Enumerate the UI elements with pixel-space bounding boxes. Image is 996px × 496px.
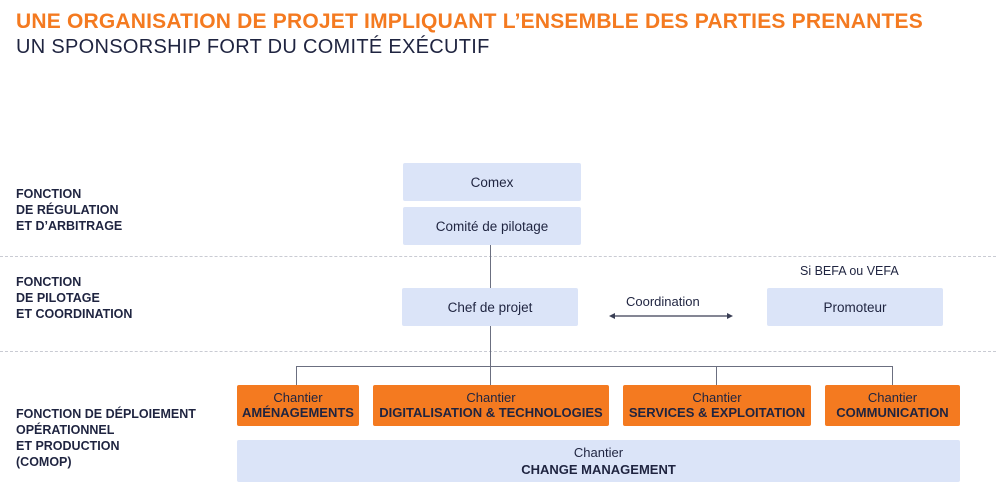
chantier-prefix: Chantier (692, 390, 742, 405)
function-label-line: DE PILOTAGE (16, 291, 100, 305)
function-label-line: DE RÉGULATION (16, 203, 119, 217)
chef-projet-box (402, 288, 578, 326)
page-subtitle: UN SPONSORSHIP FORT DU COMITÉ EXÉCUTIF (16, 36, 490, 58)
function-label-deploiement (16, 406, 216, 470)
chef-projet-label: Chef de projet (447, 299, 533, 315)
chantier-amenagements (237, 385, 359, 426)
function-label-pilotage (16, 274, 216, 322)
chantier-prefix: Chantier (273, 390, 323, 405)
connector-chef-chantiers (490, 326, 491, 366)
chantier-name: COMMUNICATION (836, 405, 949, 420)
section-divider (0, 256, 996, 257)
function-label-line: OPÉRATIONNEL (16, 423, 115, 437)
chantier-name: SERVICES & EXPLOITATION (628, 405, 806, 420)
function-label-regulation (16, 186, 216, 234)
promoteur-note: Si BEFA ou VEFA (800, 264, 899, 278)
function-label-line: ET COORDINATION (16, 307, 133, 321)
chantier-prefix: Chantier (466, 390, 516, 405)
promoteur-box (767, 288, 943, 326)
connector-chantiers-bus (296, 366, 893, 367)
comex-label: Comex (470, 174, 514, 190)
function-label-line: FONCTION (16, 275, 82, 289)
chantier-prefix: Chantier (573, 444, 624, 460)
connector-chantier (716, 366, 717, 385)
chantier-communication (825, 385, 960, 426)
function-label-line: ET PRODUCTION (16, 439, 120, 453)
function-label-line: (COMOP) (16, 455, 72, 469)
connector-chantier (892, 366, 893, 385)
comex-box (403, 163, 581, 201)
connector-comite-chef (490, 245, 491, 288)
chantier-name: CHANGE MANAGEMENT (521, 461, 676, 477)
comite-pilotage-box (403, 207, 581, 245)
chantier-change-management (237, 440, 960, 482)
connector-chantier (490, 366, 491, 385)
chantier-prefix: Chantier (867, 390, 918, 405)
function-label-line: ET D’ARBITRAGE (16, 219, 123, 233)
page-title: UNE ORGANISATION DE PROJET IMPLIQUANT L’ENSEMBLE DES PARTIES PRENANTES (16, 10, 923, 33)
chantier-name: AMÉNAGEMENTS (242, 405, 354, 420)
section-divider (0, 351, 996, 352)
chantier-digitalisation (373, 385, 609, 426)
comite-pilotage-label: Comité de pilotage (435, 218, 549, 234)
chantier-name: DIGITALISATION & TECHNOLOGIES (379, 405, 603, 420)
coordination-label: Coordination (626, 294, 700, 309)
function-label-line: FONCTION DE DÉPLOIEMENT (16, 407, 196, 421)
promoteur-label: Promoteur (823, 299, 887, 315)
function-label-line: FONCTION (16, 187, 82, 201)
connector-chantier (296, 366, 297, 385)
coordination-arrow (608, 310, 734, 322)
chantier-services (623, 385, 811, 426)
